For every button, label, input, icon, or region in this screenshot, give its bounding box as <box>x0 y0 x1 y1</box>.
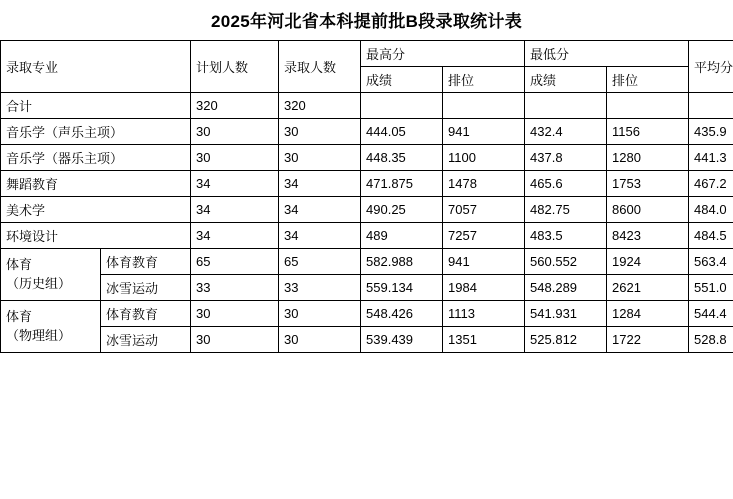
cell-admitted: 30 <box>279 301 361 327</box>
header-highest: 最高分 <box>361 41 525 67</box>
cell-sub-major: 冰雪运动 <box>101 275 191 301</box>
cell-average: 528.8 <box>689 327 733 353</box>
cell-low-rank: 1753 <box>607 171 689 197</box>
cell-plan: 34 <box>191 171 279 197</box>
cell-major-group-sports-physics <box>1 301 101 353</box>
cell-major-group-sports-history <box>1 249 101 301</box>
cell-plan: 33 <box>191 275 279 301</box>
cell-high-score: 471.875 <box>361 171 443 197</box>
cell-plan: 30 <box>191 327 279 353</box>
cell-low-score: 541.931 <box>525 301 607 327</box>
cell-high-score: 444.05 <box>361 119 443 145</box>
table-row <box>1 145 733 171</box>
header-admitted: 录取人数 <box>279 41 361 93</box>
page-title: 2025年河北省本科提前批B段录取统计表 <box>210 12 523 31</box>
cell-low-score: 437.8 <box>525 145 607 171</box>
cell-admitted: 30 <box>279 119 361 145</box>
cell-low-score: 432.4 <box>525 119 607 145</box>
cell-major: 音乐学（器乐主项） <box>1 145 191 171</box>
cell-high-score <box>361 93 443 119</box>
cell-low-score: 483.5 <box>525 223 607 249</box>
cell-admitted: 65 <box>279 249 361 275</box>
cell-high-score: 490.25 <box>361 197 443 223</box>
cell-high-rank: 1113 <box>443 301 525 327</box>
header-lowest-score: 成绩 <box>525 67 607 93</box>
cell-sub-major: 体育教育 <box>101 249 191 275</box>
cell-plan: 30 <box>191 145 279 171</box>
header-highest-score: 成绩 <box>361 67 443 93</box>
cell-average: 484.5 <box>689 223 733 249</box>
cell-high-rank: 1478 <box>443 171 525 197</box>
table-row <box>1 93 733 119</box>
cell-major: 环境设计 <box>1 223 191 249</box>
cell-plan: 34 <box>191 197 279 223</box>
group-label-line1: 体育 <box>6 308 33 324</box>
cell-low-rank <box>607 93 689 119</box>
cell-sub-major: 冰雪运动 <box>101 327 191 353</box>
cell-high-rank: 941 <box>443 119 525 145</box>
cell-major: 音乐学（声乐主项） <box>1 119 191 145</box>
table-head <box>1 41 733 93</box>
cell-high-rank: 941 <box>443 249 525 275</box>
cell-plan: 30 <box>191 301 279 327</box>
cell-high-rank: 1100 <box>443 145 525 171</box>
table-row <box>1 249 733 275</box>
table-row <box>1 327 733 353</box>
cell-low-rank: 1280 <box>607 145 689 171</box>
cell-high-score: 582.988 <box>361 249 443 275</box>
cell-low-rank: 1156 <box>607 119 689 145</box>
group-label-line2: （物理组） <box>6 327 72 343</box>
header-major: 录取专业 <box>1 41 191 93</box>
group-label-line2: （历史组） <box>6 275 72 291</box>
cell-plan: 320 <box>191 93 279 119</box>
header-highest-rank: 排位 <box>443 67 525 93</box>
admission-statistics-table <box>0 40 733 353</box>
table-row <box>1 223 733 249</box>
header-plan: 计划人数 <box>191 41 279 93</box>
table-row <box>1 171 733 197</box>
cell-low-rank: 8423 <box>607 223 689 249</box>
cell-low-score: 465.6 <box>525 171 607 197</box>
cell-low-rank: 2621 <box>607 275 689 301</box>
cell-plan: 30 <box>191 119 279 145</box>
cell-high-rank: 1984 <box>443 275 525 301</box>
cell-low-score: 560.552 <box>525 249 607 275</box>
table-row <box>1 197 733 223</box>
cell-high-rank: 7257 <box>443 223 525 249</box>
cell-high-rank: 7057 <box>443 197 525 223</box>
cell-major: 舞蹈教育 <box>1 171 191 197</box>
cell-admitted: 320 <box>279 93 361 119</box>
cell-low-score <box>525 93 607 119</box>
cell-high-score: 548.426 <box>361 301 443 327</box>
cell-low-score: 482.75 <box>525 197 607 223</box>
cell-major: 美术学 <box>1 197 191 223</box>
cell-average: 551.0 <box>689 275 733 301</box>
cell-high-score: 539.439 <box>361 327 443 353</box>
cell-average: 563.4 <box>689 249 733 275</box>
cell-admitted: 30 <box>279 145 361 171</box>
cell-low-rank: 1924 <box>607 249 689 275</box>
cell-low-score: 525.812 <box>525 327 607 353</box>
cell-average: 467.2 <box>689 171 733 197</box>
table-body <box>1 93 733 353</box>
cell-low-rank: 8600 <box>607 197 689 223</box>
cell-plan: 34 <box>191 223 279 249</box>
cell-high-rank: 1351 <box>443 327 525 353</box>
cell-major: 合计 <box>1 93 191 119</box>
table-row <box>1 301 733 327</box>
cell-average: 544.4 <box>689 301 733 327</box>
header-row-top <box>1 41 733 67</box>
cell-high-score: 559.134 <box>361 275 443 301</box>
group-label-line1: 体育 <box>6 256 33 272</box>
table-row <box>1 119 733 145</box>
cell-plan: 65 <box>191 249 279 275</box>
header-lowest: 最低分 <box>525 41 689 67</box>
cell-high-rank <box>443 93 525 119</box>
cell-admitted: 34 <box>279 197 361 223</box>
cell-average: 441.3 <box>689 145 733 171</box>
cell-admitted: 30 <box>279 327 361 353</box>
cell-average: 435.9 <box>689 119 733 145</box>
cell-admitted: 33 <box>279 275 361 301</box>
cell-low-rank: 1284 <box>607 301 689 327</box>
header-average: 平均分 <box>689 41 733 93</box>
cell-admitted: 34 <box>279 223 361 249</box>
cell-average <box>689 93 733 119</box>
cell-high-score: 489 <box>361 223 443 249</box>
cell-low-score: 548.289 <box>525 275 607 301</box>
cell-average: 484.0 <box>689 197 733 223</box>
cell-sub-major: 体育教育 <box>101 301 191 327</box>
cell-admitted: 34 <box>279 171 361 197</box>
header-lowest-rank: 排位 <box>607 67 689 93</box>
cell-high-score: 448.35 <box>361 145 443 171</box>
table-row <box>1 275 733 301</box>
cell-low-rank: 1722 <box>607 327 689 353</box>
